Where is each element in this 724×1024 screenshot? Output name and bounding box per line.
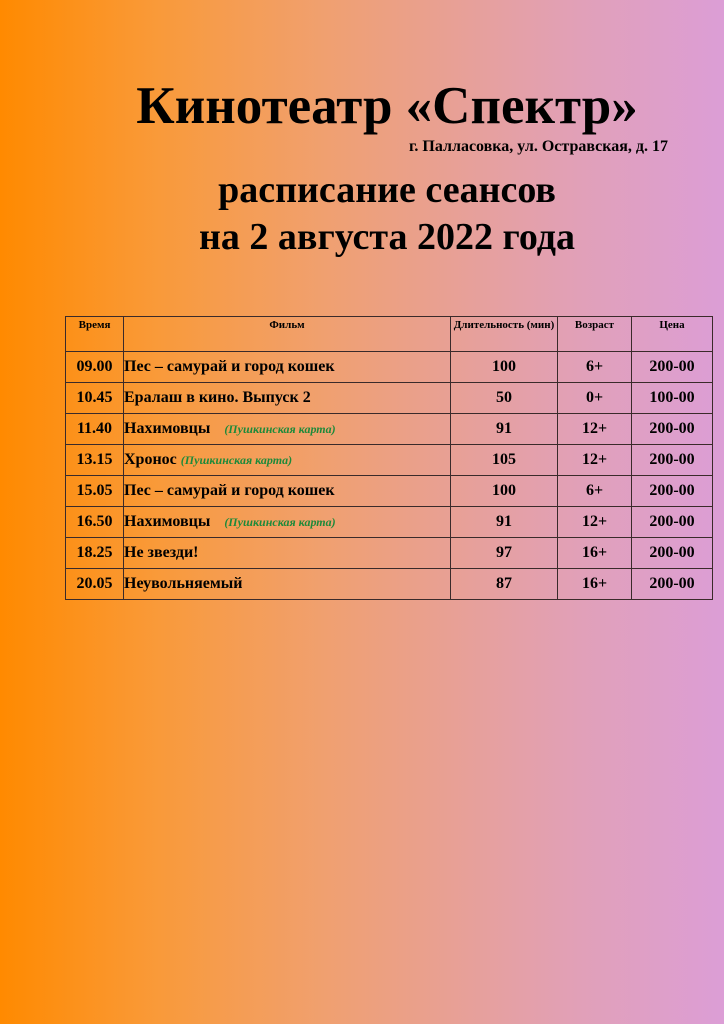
- page-title: Кинотеатр «Спектр»: [136, 77, 638, 135]
- session-time: 20.05: [66, 569, 124, 600]
- price-cell: 200-00: [632, 445, 713, 476]
- price-cell: 200-00: [632, 569, 713, 600]
- table-row: [66, 476, 713, 507]
- session-time: 10.45: [66, 383, 124, 414]
- film-title: Хронос: [124, 451, 177, 468]
- column-header-film: Фильм: [124, 317, 451, 352]
- film-title: Не звезди!: [124, 544, 199, 561]
- age-rating-cell: 12+: [558, 414, 632, 445]
- age-rating-cell: 12+: [558, 507, 632, 538]
- film-title: Нахимовцы: [124, 513, 211, 530]
- price-cell: 100-00: [632, 383, 713, 414]
- film-title: Пес – самурай и город кошек: [124, 358, 335, 375]
- film-cell: [124, 569, 451, 600]
- column-header-age: Возраст: [558, 317, 632, 352]
- duration-cell: 100: [451, 352, 558, 383]
- film-cell: [124, 538, 451, 569]
- session-time: 15.05: [66, 476, 124, 507]
- session-time: 18.25: [66, 538, 124, 569]
- table-row: [66, 445, 713, 476]
- film-cell: [124, 476, 451, 507]
- table-row: [66, 414, 713, 445]
- price-cell: 200-00: [632, 507, 713, 538]
- session-time: 09.00: [66, 352, 124, 383]
- schedule-table: [65, 316, 713, 600]
- price-cell: 200-00: [632, 538, 713, 569]
- column-header-duration: Длительность (мин): [451, 317, 558, 352]
- age-rating-cell: 6+: [558, 352, 632, 383]
- age-rating-cell: 12+: [558, 445, 632, 476]
- cinema-address: г. Палласовка, ул. Остравская, д. 17: [408, 138, 668, 155]
- table-row: [66, 538, 713, 569]
- film-title: Пес – самурай и город кошек: [124, 482, 335, 499]
- pushkin-card-note: (Пушкинская карта): [224, 515, 336, 529]
- column-header-price: Цена: [632, 317, 713, 352]
- column-header-time: Время: [66, 317, 124, 352]
- film-title: Ералаш в кино. Выпуск 2: [124, 389, 311, 406]
- table-header-row: [66, 317, 713, 352]
- duration-cell: 50: [451, 383, 558, 414]
- age-rating-cell: 6+: [558, 476, 632, 507]
- duration-cell: 91: [451, 414, 558, 445]
- film-title: Неувольняемый: [124, 575, 243, 592]
- table-row: [66, 383, 713, 414]
- duration-cell: 105: [451, 445, 558, 476]
- table-row: [66, 507, 713, 538]
- film-title: Нахимовцы: [124, 420, 211, 437]
- table-row: [66, 569, 713, 600]
- duration-cell: 100: [451, 476, 558, 507]
- duration-cell: 87: [451, 569, 558, 600]
- session-time: 11.40: [66, 414, 124, 445]
- table-row: [66, 352, 713, 383]
- duration-cell: 91: [451, 507, 558, 538]
- film-cell: [124, 445, 451, 476]
- schedule-heading: расписание сеансов: [218, 169, 556, 211]
- session-time: 16.50: [66, 507, 124, 538]
- duration-cell: 97: [451, 538, 558, 569]
- price-cell: 200-00: [632, 352, 713, 383]
- schedule-date: на 2 августа 2022 года: [199, 216, 575, 258]
- pushkin-card-note: (Пушкинская карта): [180, 453, 293, 467]
- age-rating-cell: 16+: [558, 538, 632, 569]
- film-cell: [124, 383, 451, 414]
- session-time: 13.15: [66, 445, 124, 476]
- age-rating-cell: 0+: [558, 383, 632, 414]
- film-cell: [124, 352, 451, 383]
- price-cell: 200-00: [632, 414, 713, 445]
- age-rating-cell: 16+: [558, 569, 632, 600]
- film-cell: [124, 414, 451, 445]
- pushkin-card-note: (Пушкинская карта): [224, 422, 336, 436]
- price-cell: 200-00: [632, 476, 713, 507]
- film-cell: [124, 507, 451, 538]
